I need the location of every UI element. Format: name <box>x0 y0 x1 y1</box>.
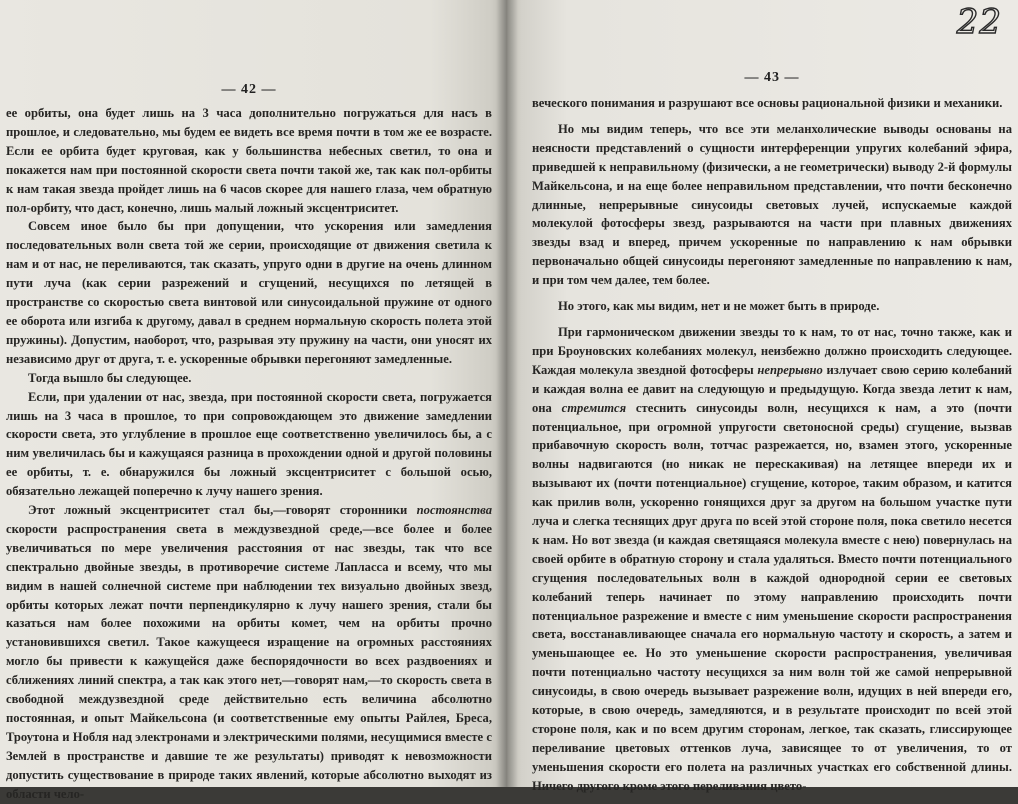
text-run: Но этого, как мы видим, нет и не может быть в природе. <box>558 299 880 314</box>
text-run: Если, при удалении от нас, звезда, при постоянной скорости света, погружается лишь на 3 часа в прошлое, то при сопровождающем это движение замедлении скорости света, это углубление в прошлое еще соответственно увеличилось бы, а с ним увеличилась бы и кажущаяся разница в прохождении одной и другой половины ее орбиты, т. е. обнаружился бы ложный эксцентриситет с большой осью, обязательно лежащей поперечно к лучу нашего зрения. <box>6 389 492 499</box>
right-page <box>506 0 1018 793</box>
emphasized-text: стремится <box>561 400 627 415</box>
paragraph <box>6 501 492 804</box>
page-number-right: — 43 — <box>744 70 800 85</box>
text-run: излучает свою серию колебаний и каждая волна ее давит на следующую и предыдущую. Когда звезда летит к нам, она <box>532 362 1012 415</box>
paragraph <box>532 94 1012 113</box>
left-page-text <box>6 104 492 804</box>
paragraph <box>532 120 1012 290</box>
right-page-text <box>532 94 1012 796</box>
paragraph <box>6 217 492 368</box>
text-run: ее орбиты, она будет лишь на 3 часа дополнительно погружаться для насъ в прошлое, и следовательно, мы будем ее видеть все время почти в том же ее возрасте. Если ее орбита будет круговая, как у большинства небесных светил, то она и покажется нам при постоянной скорости света почти такой же, так как пол-орбиты к нам такая звезда пройдет лишь на 6 часов скорее для нашего глаза, чем обратную пол-орбиту, что даст, конечно, лишь малый ложный эксцентриситет. <box>6 106 492 215</box>
left-page <box>0 0 506 801</box>
paragraph <box>532 323 1012 796</box>
page-number-left: — 42 — <box>221 82 277 97</box>
emphasized-text: непрерывно <box>757 362 823 377</box>
paragraph <box>6 104 492 217</box>
handwritten-archive-number: 22 <box>956 2 1002 42</box>
text-run: веческого понимания и разрушают все основы рациональной физики и механики. <box>532 96 1003 110</box>
text-run: Этот ложный эксцентриситет стал бы,—говорят сторонники <box>28 503 417 518</box>
text-run: Совсем иное было бы при допущении, что ускорения или замедления последовательных волн света той же серии, происходящие от движения светила к нам и от нас, не переливаются, так сказать, упруго одни в другие на очень длинном пути луча (как серии разрежений и сгущений, несущихся по летящей в пространстве со скоростью света винтовой или синусоидальной пружине от одного ее оборота или изгиба к другому, давал в среднем нормальную скорость полета этой пружины). Допустим, наоборот, что, разрывая эту пружину на части, они уносят их независимо друг от друга, т. е. ускоренные обрывки перегоняют замедленные. <box>6 219 492 366</box>
text-run: При гармоническом движении звезды то к нам, то от нас, точно также, как и при Броуновских колебаниях молекул, неизбежно должно происходить следующее. Каждая молекула звездной фотосферы <box>532 324 1012 377</box>
text-run: стеснить синусоиды волн, несущихся к нам, а это (почти потенциальное, при огромной упругости светоносной среды) сгущение, вызвав прибавочную скорость волн, тотчас разрежается, но, взамен этого, ускоренные волны надвигаются (но никак не перескакивая) на летящее впереди их и вызывают их (почти потенциальное) сгущение, которое, таким образом, и катится как прилив волн, ускоренно гонящихся друг за другом на большом участке пути луча и слегка теснящих друг друга по всей этой стороне поля, пока светило несется к нам. Но вот звезда (и каждая светящаяся молекула вместе с нею) повернулась на своей орбите в обратную сторону и стала удаляться. Вместо почти потенциального сгущения последовательных волн в каждой однородной серии ее световых колебаний теперь начинает по этому направлению происходить почти потенциальное разрежение и вместе с ним уменьшение скорости распространения света, восстанавливающее сначала его нормальную частоту и скорость, а затем и уменьшающее ее. Но это уменьшение скорости распространения, увеличивая почти потенциально частоту несущихся за ним волн той же самой непрерывной синусоиды, в свою очередь вызывает разрежение волн, идущих в ней впереди его, которые, в свою очередь, замедляются, и в результате происходит по всей этой стороне поля, как и по всем другим сторонам, легкое, так сказать, глиссирующее переливание цветовых оттенков луча, зависящее то от увеличения, то от уменьшения скорости его полета на различных участках его собственной длины. Ничего другого кроме этого переливания цвето- <box>532 400 1012 793</box>
book-gutter <box>496 0 518 787</box>
paragraph <box>6 369 492 388</box>
emphasized-text: постоянства <box>416 503 492 518</box>
text-run: скорости распространения света в междузвездной среде,—все более и более увеличиваться по мере увеличения расстояния от нас звезды, так что все спектрально двойные звезды, в противоречие системе Лапласса и всему, что мы видим в нашей солнечной системе при наблюдении тех визуально двойных звезд, орбиты которых лежат почти перпендикулярно к лучу нашего зрения, стали бы казаться нам более похожими на орбиты комет, чем на орбиты прочно установившихся светил. Такое кажущееся изращение на огромных расстояниях могло бы привести к кажущейся даже беспорядочности во всех раздвоениях и сближениях линий спектра, а так как этого нет,—говорят нам,—то скорость света в свободной междузвездной среде действительно есть величина абсолютно постоянная, и опыт Майкельсона (и соответственные ему опыты Райлея, Бреса, Троутона и Нобля над электронами и электрическими полями, несущимися вместе с Землей в пространстве и давшие те же результаты) приводят к невозможности допустить существование в природе таких явлений, которые абсолютно выходят из области чело- <box>6 521 492 801</box>
text-run: Тогда вышло бы следующее. <box>28 370 192 385</box>
text-run: Но мы видим теперь, что все эти меланхолические выводы основаны на неясности представлений о сущности интерференции упругих колебаний эфира, приведшей к неправильному (физически, а не геометрически) выводу 2-й формулы Майкельсона, и на еще более неправильном представлении, что почти бесконечно длинные, непрерывные синусоиды световых лучей, испускаемые каждой молекулой фотосферы звезд, разрываются на части при плавных движениях звезды взад и вперед, причем ускоренные по направлению к нам обрывки первоначально общей синусоиды перегоняют замедленные по направлению к нам, и при том чем далее, тем более. <box>532 121 1012 288</box>
paragraph <box>6 388 492 501</box>
paragraph <box>532 297 1012 316</box>
